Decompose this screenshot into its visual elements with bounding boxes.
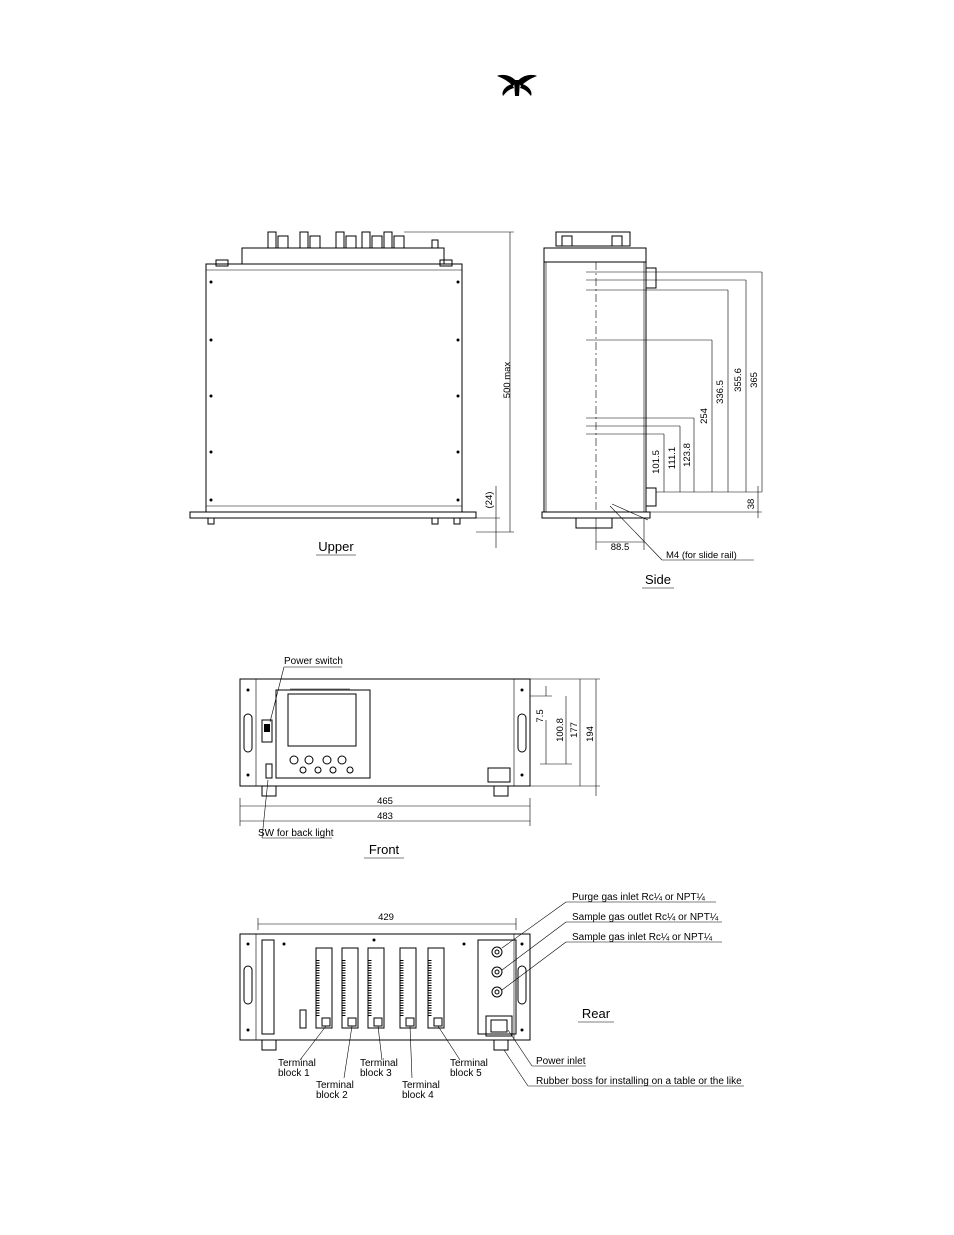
side-dim-38: 38 xyxy=(746,498,757,510)
side-dim-111-1: 111.1 xyxy=(667,446,678,470)
side-view xyxy=(542,232,762,588)
purge-gas-inlet-label: Purge gas inlet Rc¼ or NPT¼ xyxy=(572,892,705,903)
upper-view-title: Upper xyxy=(318,539,354,554)
terminal-block-2-label-b: block 2 xyxy=(316,1090,348,1101)
side-view-title: Side xyxy=(644,572,672,587)
side-dim-88-5: 88.5 xyxy=(610,542,630,553)
front-view xyxy=(240,656,600,858)
rear-view xyxy=(240,891,744,1101)
front-dim-100-8: 100.8 xyxy=(555,718,566,742)
front-view-title: Front xyxy=(368,842,400,857)
terminal-block-4-label-a: Terminal xyxy=(402,1080,440,1091)
rear-dim-429: 429 xyxy=(378,912,394,923)
terminal-block-3-label-a: Terminal xyxy=(360,1058,398,1069)
side-dim-101-5: 101.5 xyxy=(651,450,662,474)
upper-height-dimension: 500 max xyxy=(502,361,513,399)
teledyne-logo-icon xyxy=(497,75,537,96)
upper-view xyxy=(190,232,514,555)
side-dim-365: 365 xyxy=(749,372,760,388)
front-dim-7-5: 7.5 xyxy=(535,709,546,723)
terminal-block-2-label-a: Terminal xyxy=(316,1080,354,1091)
terminal-block-4-label-b: block 4 xyxy=(402,1090,434,1101)
front-dim-465: 465 xyxy=(377,796,393,807)
terminal-block-1-label-b: block 1 xyxy=(278,1068,310,1079)
side-dim-336-5: 336.5 xyxy=(715,380,726,404)
side-dim-123-8: 123.8 xyxy=(682,443,693,467)
terminal-block-1-label-a: Terminal xyxy=(278,1058,316,1069)
terminal-block-5-label-a: Terminal xyxy=(450,1058,488,1069)
upper-handle-dimension: (24) xyxy=(484,491,495,509)
terminal-block-5-label-b: block 5 xyxy=(450,1068,482,1079)
front-dim-483: 483 xyxy=(377,811,393,822)
front-dim-194: 194 xyxy=(585,726,596,742)
side-dim-355-6: 355.6 xyxy=(733,368,744,392)
terminal-block-3-label-b: block 3 xyxy=(360,1068,392,1079)
power-switch-label: Power switch xyxy=(284,656,343,667)
backlight-switch-label: SW for back light xyxy=(258,828,334,839)
m4-slide-rail-label: M4 (for slide rail) xyxy=(666,550,737,561)
rear-view-title: Rear xyxy=(581,1006,611,1021)
side-dim-254: 254 xyxy=(699,408,710,424)
rubber-boss-label: Rubber boss for installing on a table or the like xyxy=(536,1076,742,1087)
front-dim-177: 177 xyxy=(569,722,580,738)
sample-gas-inlet-label: Sample gas inlet Rc¼ or NPT¼ xyxy=(572,932,713,943)
sample-gas-outlet-label: Sample gas outlet Rc¼ or NPT¼ xyxy=(572,912,719,923)
power-inlet-label: Power inlet xyxy=(536,1056,586,1067)
